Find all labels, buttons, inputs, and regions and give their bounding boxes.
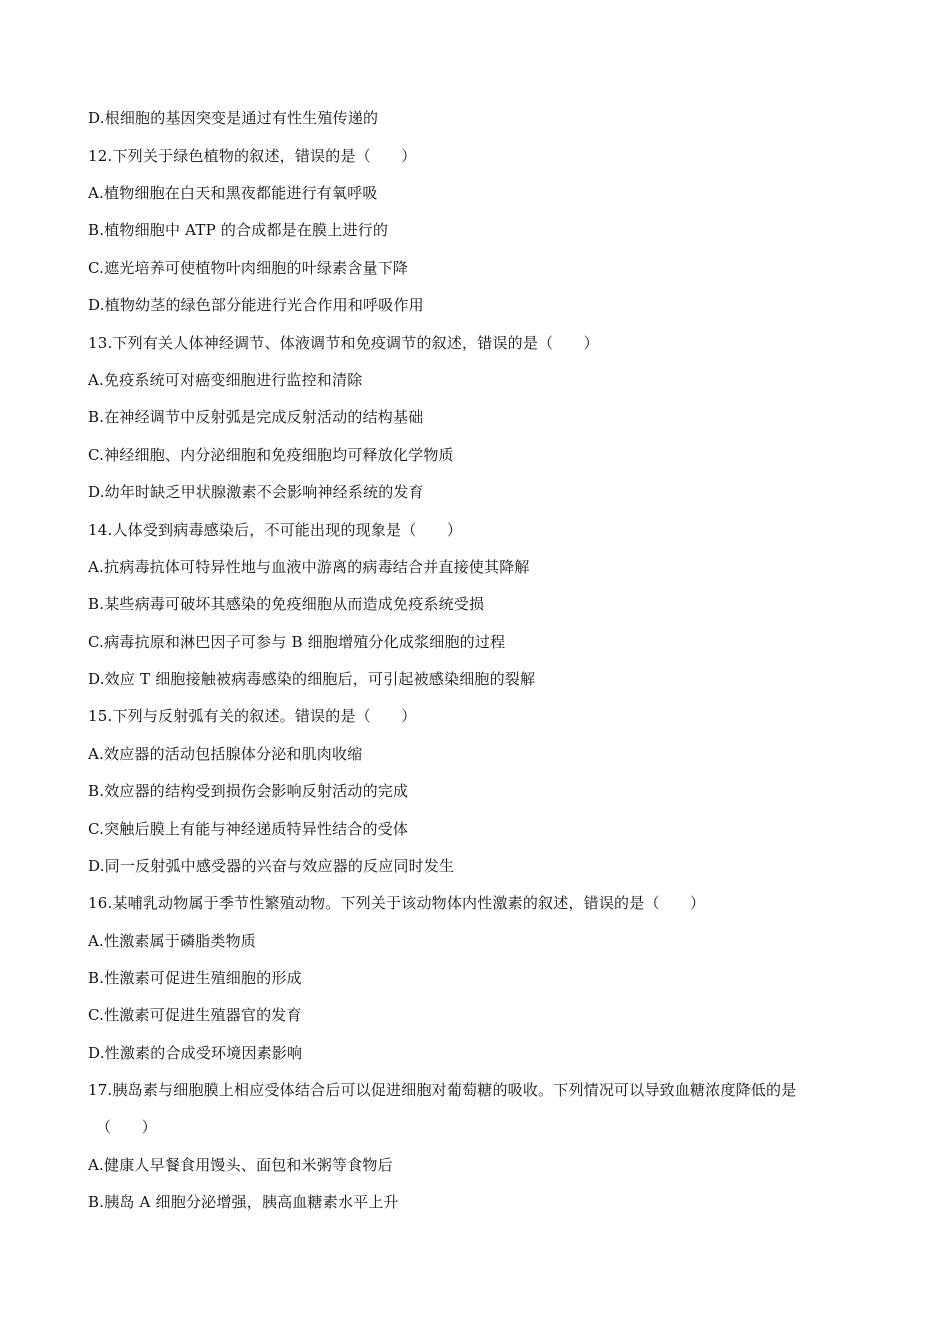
option-12c: C.遮光培养可使植物叶肉细胞的叶绿素含量下降 [88,259,409,277]
question-14: 14.人体受到病毒感染后，不可能出现的现象是（ ） [88,521,463,539]
option-16b: B.性激素可促进生殖细胞的形成 [88,969,302,987]
question-17-bracket: （ ） [96,1118,157,1136]
option-14a: A.抗病毒抗体可特异性地与血液中游离的病毒结合并直接使其降解 [88,558,530,576]
option-13c: C.神经细胞、内分泌细胞和免疫细胞均可释放化学物质 [88,446,454,464]
option-14b: B.某些病毒可破坏其感染的免疫细胞从而造成免疫系统受损 [88,595,485,613]
question-13: 13.下列有关人体神经调节、体液调节和免疫调节的叙述，错误的是（ ） [88,334,599,352]
option-13b: B.在神经调节中反射弧是完成反射活动的结构基础 [88,408,424,426]
question-15: 15.下列与反射弧有关的叙述。错误的是（ ） [88,707,417,725]
option-16d: D.性激素的合成受环境因素影响 [88,1044,303,1062]
option-13a: A.免疫系统可对癌变细胞进行监控和清除 [88,371,363,389]
option-14d: D.效应 T 细胞接触被病毒感染的细胞后，可引起被感染细胞的裂解 [88,670,536,688]
option-13d: D.幼年时缺乏甲状腺激素不会影响神经系统的发育 [88,483,424,501]
option-15c: C.突触后膜上有能与神经递质特异性结合的受体 [88,820,409,838]
option-15a: A.效应器的活动包括腺体分泌和肌肉收缩 [88,745,363,763]
option-15d: D.同一反射弧中感受器的兴奋与效应器的反应同时发生 [88,857,455,875]
option-16c: C.性激素可促进生殖器官的发育 [88,1006,302,1024]
option-12a: A.植物细胞在白天和黑夜都能进行有氧呼吸 [88,184,378,202]
option-11d: D.根细胞的基因突变是通过有性生殖传递的 [88,109,379,127]
option-14c: C.病毒抗原和淋巴因子可参与 B 细胞增殖分化成浆细胞的过程 [88,633,506,651]
question-16: 16.某哺乳动物属于季节性繁殖动物。下列关于该动物体内性激素的叙述，错误的是（ ） [88,894,706,912]
question-12: 12.下列关于绿色植物的叙述，错误的是（ ） [88,147,417,165]
option-17a: A.健康人早餐食用馒头、面包和米粥等食物后 [88,1156,393,1174]
option-12b: B.植物细胞中 ATP 的合成都是在膜上进行的 [88,221,389,239]
option-12d: D.植物幼茎的绿色部分能进行光合作用和呼吸作用 [88,296,424,314]
question-17: 17.胰岛素与细胞膜上相应受体结合后可以促进细胞对葡萄糖的吸收。下列情况可以导致血糖浓度降低的是 [88,1081,797,1099]
option-15b: B.效应器的结构受到损伤会影响反射活动的完成 [88,782,409,800]
option-16a: A.性激素属于磷脂类物质 [88,932,257,950]
option-17b: B.胰岛 A 细胞分泌增强，胰高血糖素水平上升 [88,1193,399,1211]
